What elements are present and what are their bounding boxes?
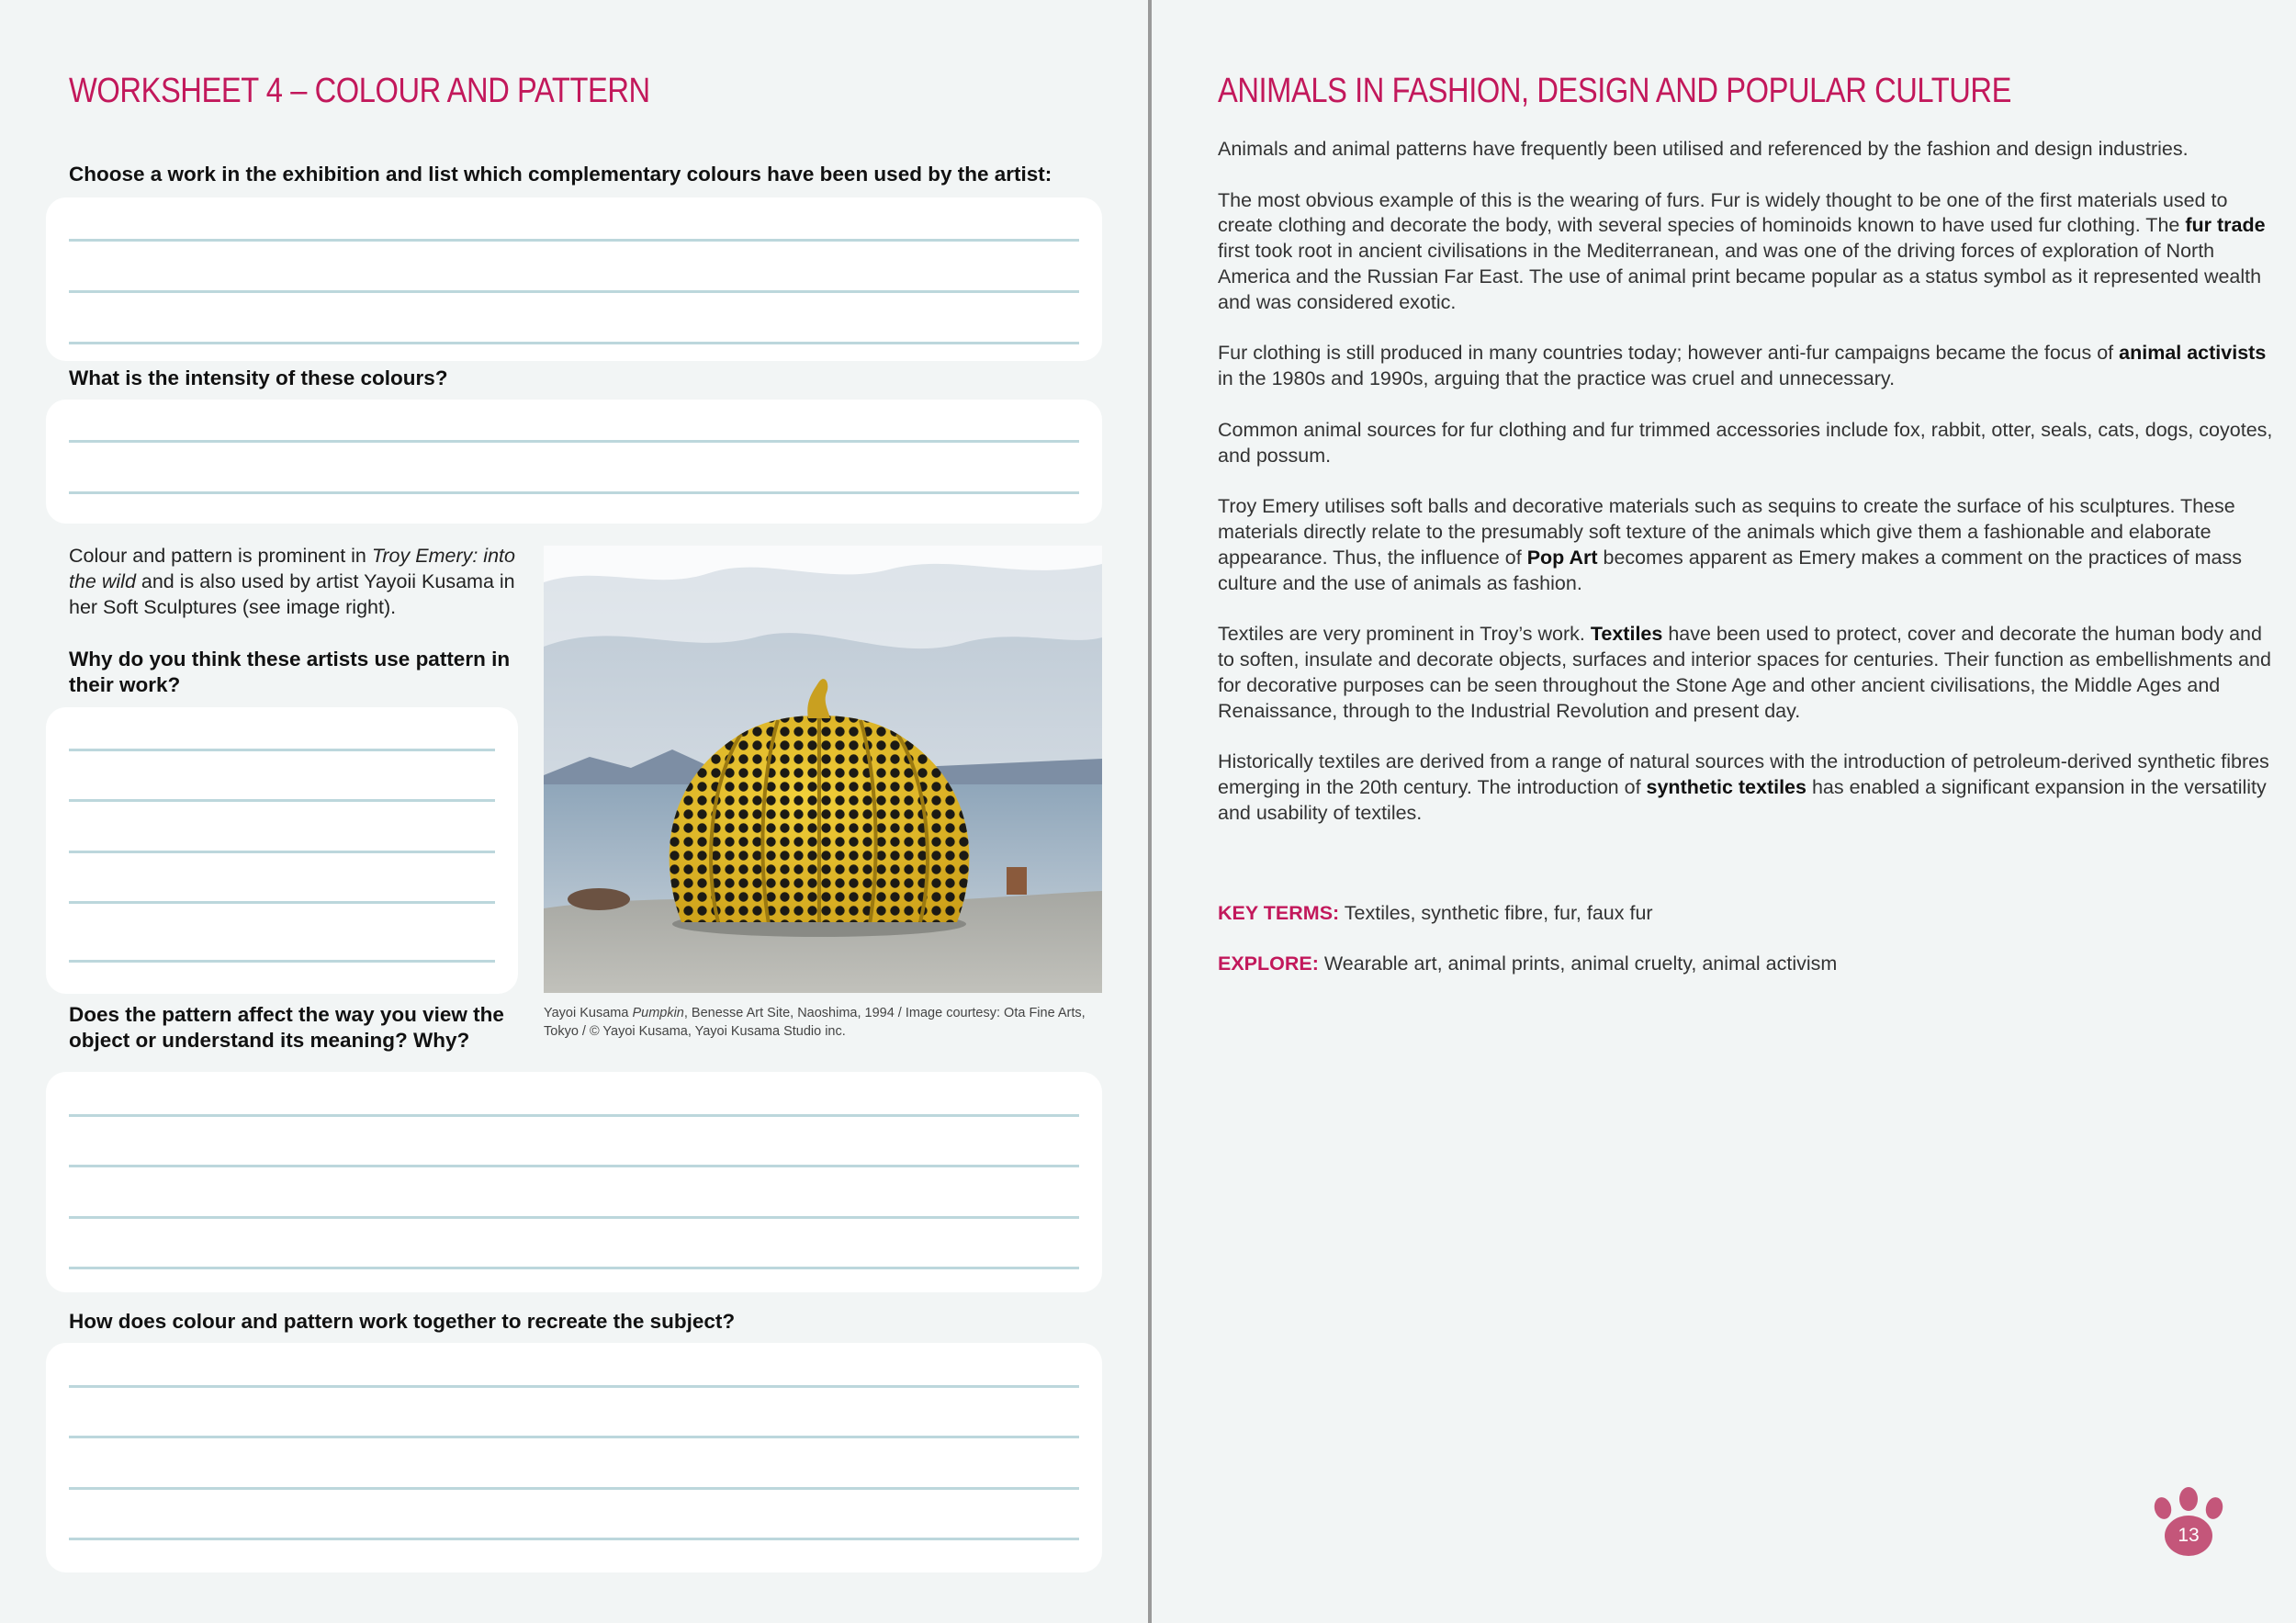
explore-terms: EXPLORE: Wearable art, animal prints, animal cruelty, animal activism xyxy=(1218,952,1838,975)
paragraph-2: The most obvious example of this is the wearing of furs. Fur is widely thought to be one of the first materials used to create clothing and decorate the body, with several species of hominoids known to have used fur clothing. The fur trade first took root in ancient civilisations in the Mediterranean, and was one of the driving forces of exploration of North America and the Russian Far East. The use of animal print became popular as a status symbol as it represented wealth and was considered exotic. xyxy=(1218,188,2266,313)
explore-label: EXPLORE: xyxy=(1218,952,1319,975)
paragraph-1: Animals and animal patterns have frequently been utilised and referenced by the fashion and design industries. xyxy=(1218,138,2189,160)
kusama-pumpkin-photo xyxy=(544,546,1102,993)
answer-box-4[interactable] xyxy=(46,1072,1102,1292)
answer-box-1[interactable] xyxy=(46,197,1102,361)
key-terms-label: KEY TERMS: xyxy=(1218,902,1340,924)
paragraph-6: Textiles are very prominent in Troy’s work. Textiles have been used to protect, cover and decorate the human body and to soften, insulate and decorate objects, surfaces and interior spaces for centuries. Their function as embellishments and for decorative purposes can be seen throughout the Stone Age and other ancient civilisations, the Middle Ages and Renaissance, through to the Industrial Revolution and present day. xyxy=(1218,623,2271,722)
paw-page-number xyxy=(2148,1484,2231,1558)
question-intensity: What is the intensity of these colours? xyxy=(69,366,448,389)
article-title: ANIMALS IN FASHION, DESIGN AND POPULAR CULTURE xyxy=(1218,72,2011,110)
answer-box-5[interactable] xyxy=(46,1343,1102,1572)
key-terms: KEY TERMS: Textiles, synthetic fibre, fur, faux fur xyxy=(1218,902,1653,924)
paragraph-7: Historically textiles are derived from a range of natural sources with the introduction of petroleum-derived synthetic fibres emerging in the 20th century. The introduction of synthetic textiles has enabled a significant expansion in the versatility and usability of textiles. xyxy=(1218,750,2269,824)
paw-icon xyxy=(2148,1484,2231,1558)
question-colour-pattern-together: How does colour and pattern work together to recreate the subject? xyxy=(69,1310,736,1333)
page-number: 13 xyxy=(2178,1525,2200,1546)
article-body xyxy=(1218,137,2283,851)
question-complementary-colours: Choose a work in the exhibition and list which complementary colours have been used by the artist: xyxy=(69,163,1052,186)
intro-paragraph: Colour and pattern is prominent in Troy Emery: into the wild and is also used by artist Yayoii Kusama in her Soft Sculptures (see image right). xyxy=(69,545,515,618)
right-page xyxy=(1152,0,2296,1623)
paragraph-3: Fur clothing is still produced in many countries today; however anti-fur campaigns became the focus of animal activists in the 1980s and 1990s, arguing that the practice was cruel and unnecessary. xyxy=(1218,342,2267,390)
answer-box-3[interactable] xyxy=(46,707,518,994)
worksheet-title: WORKSHEET 4 – COLOUR AND PATTERN xyxy=(69,72,650,110)
paragraph-4: Common animal sources for fur clothing and fur trimmed accessories include fox, rabbit, otter, seals, cats, dogs, coyotes, and possum. xyxy=(1218,418,2273,467)
photo-caption: Yayoi Kusama Pumpkin, Benesse Art Site, Naoshima, 1994 / Image courtesy: Ota Fine Arts, Tokyo / © Yayoi Kusama, Yayoi Kusama Studio inc. xyxy=(544,1006,1086,1039)
question-why-pattern: Why do you think these artists use pattern in their work? xyxy=(69,648,511,696)
answer-box-2[interactable] xyxy=(46,400,1102,524)
question-pattern-meaning: Does the pattern affect the way you view the object or understand its meaning? Why? xyxy=(69,1003,504,1052)
paragraph-5: Troy Emery utilises soft balls and decorative materials such as sequins to create the surface of his sculptures. These materials directly relate to the presumably soft texture of the animals which give them a fashionable and elaborate appearance. Thus, the influence of Pop Art becomes apparent as Emery makes a comment on the practices of mass culture and the use of animals as fashion. xyxy=(1218,495,2242,594)
